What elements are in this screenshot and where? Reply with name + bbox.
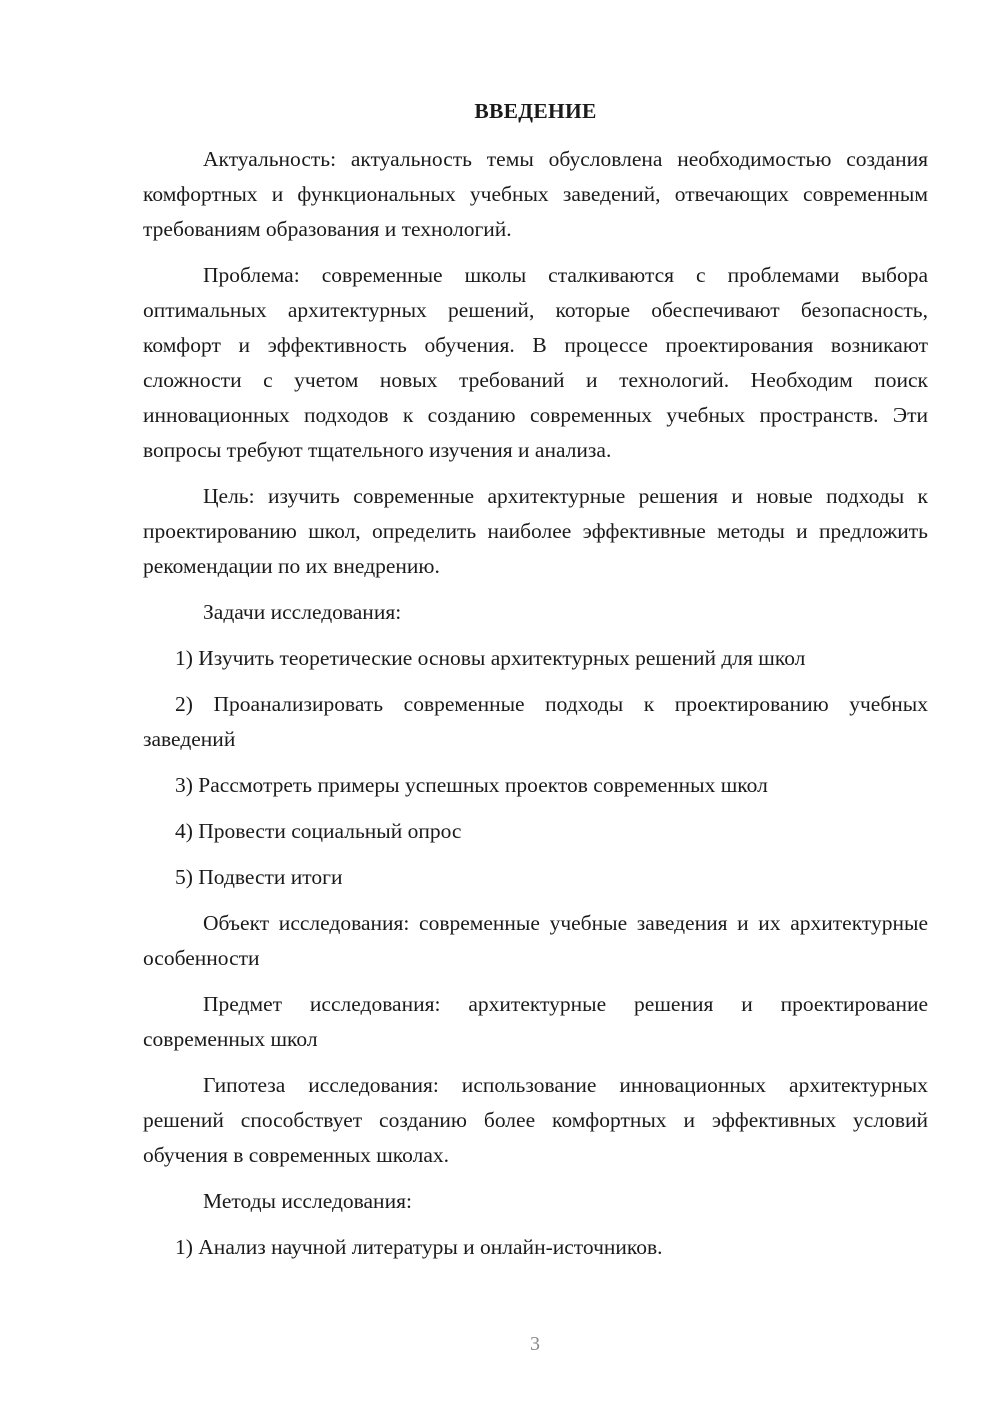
- subject-paragraph: Предмет исследования: архитектурные решения и проектирование современных школ: [143, 992, 928, 1051]
- task-item: 3) Рассмотреть примеры успешных проектов современных школ: [175, 773, 768, 797]
- task-item: 4) Провести социальный опрос: [175, 819, 462, 843]
- object-paragraph: Объект исследования: современные учебные заведения и их архитектурные особенности: [143, 911, 928, 970]
- page-title: ВВЕДЕНИЕ: [474, 99, 597, 123]
- task-item: 2) Проанализировать современные подходы к проектированию учебных заведений: [143, 692, 928, 751]
- hypothesis-paragraph: Гипотеза исследования: использование инновационных архитектурных решений способствует созданию более комфортных и эффективных условий обучения в современных школах.: [143, 1073, 928, 1167]
- problem-paragraph: Проблема: современные школы сталкиваются с проблемами выбора оптимальных архитектурных решений, которые обеспечивают безопасность, комфорт и эффективность обучения. В процессе проектирования возникают сложности с учетом новых требований и технологий. Необходим поиск инновационных подходов к созданию современных учебных пространств. Эти вопросы требуют тщательного изучения и анализа.: [143, 263, 928, 462]
- relevance-paragraph: Актуальность: актуальность темы обусловлена необходимостью создания комфортных и функциональных учебных заведений, отвечающих современным требованиям образования и технологий.: [143, 147, 928, 241]
- goal-paragraph: Цель: изучить современные архитектурные решения и новые подходы к проектированию школ, определить наиболее эффективные методы и предложить рекомендации по их внедрению.: [143, 484, 928, 578]
- task-item: 1) Изучить теоретические основы архитектурных решений для школ: [175, 646, 806, 670]
- tasks-heading: Задачи исследования:: [203, 600, 402, 624]
- page-content: [143, 94, 928, 1276]
- page-number: 3: [530, 1333, 540, 1355]
- method-item: 1) Анализ научной литературы и онлайн-источников.: [175, 1235, 663, 1259]
- task-item: 5) Подвести итоги: [175, 865, 343, 889]
- methods-heading: Методы исследования:: [203, 1189, 412, 1213]
